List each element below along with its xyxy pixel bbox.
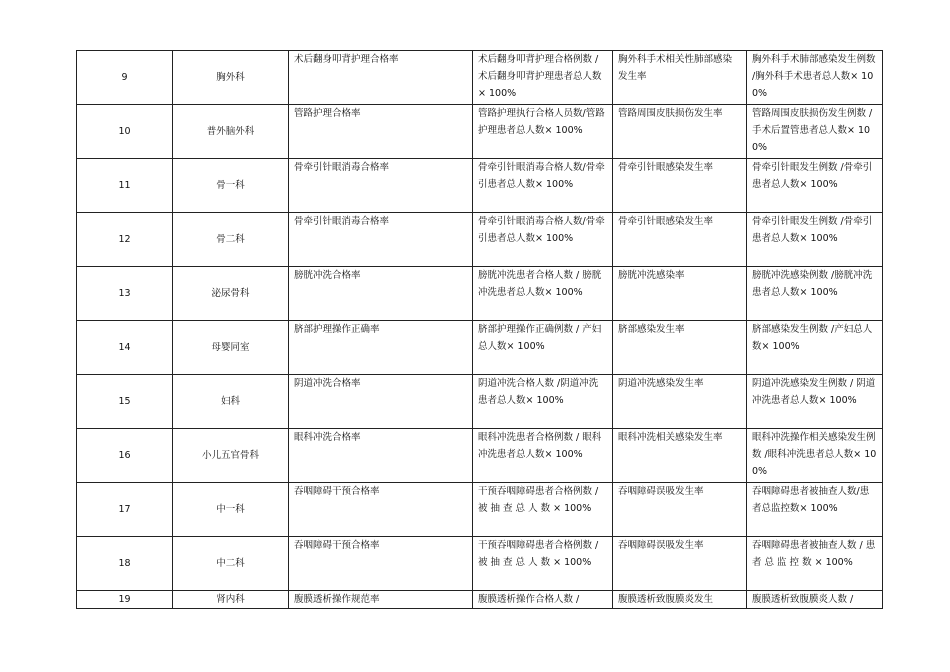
process-indicator-cell: 管路护理合格率 [289,105,473,159]
process-formula-cell: 管路护理执行合格人员数/管路护理患者总人数× 100% [473,105,613,159]
process-indicator-cell: 眼科冲洗合格率 [289,429,473,483]
outcome-formula-cell: 眼科冲洗操作相关感染发生例数 /眼科冲洗患者总人数× 100% [747,429,883,483]
table-row [77,159,883,213]
department-cell: 骨二科 [173,213,289,267]
nursing-quality-indicator-table [76,50,883,609]
outcome-indicator-cell: 眼科冲洗相关感染发生率 [613,429,747,483]
row-number: 9 [77,51,173,105]
outcome-formula-cell: 管路周围皮肤损伤发生例数 /手术后置管患者总人数× 100% [747,105,883,159]
table-row [77,267,883,321]
department-cell: 母婴同室 [173,321,289,375]
outcome-indicator-cell: 脐部感染发生率 [613,321,747,375]
row-number: 12 [77,213,173,267]
process-formula-cell: 干预吞咽障碍患者合格例数 / 被 抽 查 总 人 数 × 100% [473,537,613,591]
table-row [77,213,883,267]
outcome-indicator-cell: 腹膜透析致腹膜炎发生 [613,591,747,609]
department-cell: 妇科 [173,375,289,429]
process-indicator-cell: 骨牵引针眼消毒合格率 [289,213,473,267]
row-number: 14 [77,321,173,375]
outcome-indicator-cell: 骨牵引针眼感染发生率 [613,159,747,213]
row-number: 13 [77,267,173,321]
process-formula-cell: 阴道冲洗合格人数 /阴道冲洗患者总人数× 100% [473,375,613,429]
row-number: 10 [77,105,173,159]
process-indicator-cell: 骨牵引针眼消毒合格率 [289,159,473,213]
department-cell: 胸外科 [173,51,289,105]
outcome-indicator-cell: 阴道冲洗感染发生率 [613,375,747,429]
outcome-indicator-cell: 吞咽障碍误吸发生率 [613,537,747,591]
department-cell: 普外脑外科 [173,105,289,159]
process-indicator-cell: 术后翻身叩背护理合格率 [289,51,473,105]
department-cell: 中二科 [173,537,289,591]
process-indicator-cell: 膀胱冲洗合格率 [289,267,473,321]
department-cell: 骨一科 [173,159,289,213]
outcome-indicator-cell: 膀胱冲洗感染率 [613,267,747,321]
outcome-indicator-cell: 吞咽障碍误吸发生率 [613,483,747,537]
table-row [77,105,883,159]
process-formula-cell: 眼科冲洗患者合格例数 / 眼科冲洗患者总人数× 100% [473,429,613,483]
department-cell: 中一科 [173,483,289,537]
table-row [77,321,883,375]
process-indicator-cell: 吞咽障碍干预合格率 [289,483,473,537]
process-formula-cell: 脐部护理操作正确例数 / 产妇总人数× 100% [473,321,613,375]
table-row [77,483,883,537]
process-formula-cell: 术后翻身叩背护理合格例数 / 术后翻身叩背护理患者总人数× 100% [473,51,613,105]
table-row [77,375,883,429]
table-row [77,429,883,483]
process-formula-cell: 腹膜透析操作合格人数 / [473,591,613,609]
row-number: 17 [77,483,173,537]
outcome-formula-cell: 膀胱冲洗感染例数 /膀胱冲洗患者总人数× 100% [747,267,883,321]
row-number: 15 [77,375,173,429]
outcome-indicator-cell: 胸外科手术相关性肺部感染发生率 [613,51,747,105]
table-row [77,537,883,591]
outcome-formula-cell: 脐部感染发生例数 /产妇总人数× 100% [747,321,883,375]
process-formula-cell: 骨牵引针眼消毒合格人数/骨牵引患者总人数× 100% [473,213,613,267]
outcome-formula-cell: 骨牵引针眼发生例数 /骨牵引患者总人数× 100% [747,213,883,267]
row-number: 19 [77,591,173,609]
outcome-indicator-cell: 管路周围皮肤损伤发生率 [613,105,747,159]
outcome-formula-cell: 骨牵引针眼发生例数 /骨牵引患者总人数× 100% [747,159,883,213]
process-indicator-cell: 脐部护理操作正确率 [289,321,473,375]
outcome-formula-cell: 腹膜透析致腹膜炎人数 / [747,591,883,609]
process-indicator-cell: 腹膜透析操作规范率 [289,591,473,609]
process-indicator-cell: 阴道冲洗合格率 [289,375,473,429]
process-formula-cell: 干预吞咽障碍患者合格例数 / 被 抽 查 总 人 数 × 100% [473,483,613,537]
department-cell: 泌尿骨科 [173,267,289,321]
outcome-formula-cell: 胸外科手术肺部感染发生例数 /胸外科手术患者总人数× 100% [747,51,883,105]
table-row [77,51,883,105]
row-number: 16 [77,429,173,483]
row-number: 11 [77,159,173,213]
outcome-indicator-cell: 骨牵引针眼感染发生率 [613,213,747,267]
process-formula-cell: 膀胱冲洗患者合格人数 / 膀胱冲洗患者总人数× 100% [473,267,613,321]
department-cell: 肾内科 [173,591,289,609]
outcome-formula-cell: 阴道冲洗感染发生例数 / 阴道冲洗患者总人数× 100% [747,375,883,429]
table-row [77,591,883,609]
department-cell: 小儿五官骨科 [173,429,289,483]
row-number: 18 [77,537,173,591]
table-body [77,51,883,609]
outcome-formula-cell: 吞咽障碍患者被抽查人数 / 患 者 总 监 控 数 × 100% [747,537,883,591]
process-formula-cell: 骨牵引针眼消毒合格人数/骨牵引患者总人数× 100% [473,159,613,213]
outcome-formula-cell: 吞咽障碍患者被抽查人数/患者总监控数× 100% [747,483,883,537]
process-indicator-cell: 吞咽障碍干预合格率 [289,537,473,591]
